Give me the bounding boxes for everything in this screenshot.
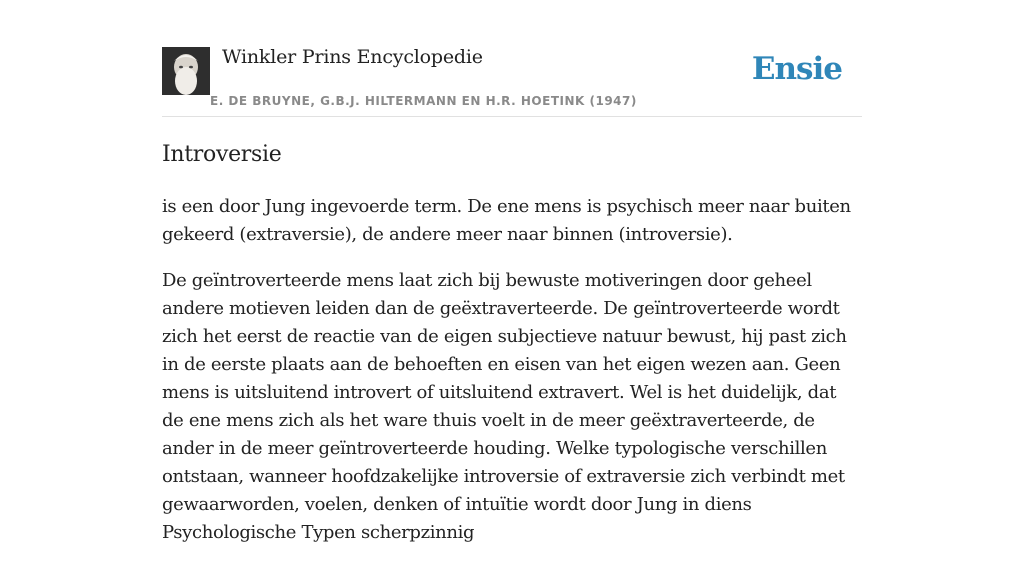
source-title[interactable]: Winkler Prins Encyclopedie [222,46,483,68]
source-header [162,44,862,117]
ensie-logo-link[interactable]: Ensie [751,51,842,87]
source-authors: E. DE BRUYNE, G.B.J. HILTERMANN EN H.R. HOETINK (1947) [210,94,637,108]
article-paragraph-2: De geïntroverteerde mens laat zich bij bewuste motiveringen door geheel andere motieven leiden dan de geëxtraverteerde. De geïntroverteerde wordt zich het eerst de reactie van de eigen subjectieve natuur bewust, hij past zich in de eerste plaats aan de behoeften en eisen van het eigen wezen aan. Geen mens is uitsluitend introvert of uitsluitend extravert. Wel is het duidelijk, dat de ene mens zich als het ware thuis voelt in de meer geëxtraverteerde, de ander in de meer geïntroverteerde houding. Welke typologische verschillen ontstaan, wanneer hoofdzakelijke introversie of extraversie zich verbindt met gewaarworden, voelen, denken of intuïtie wordt door Jung in diens Psychologische Typen scherpzinnig [162,270,847,543]
article [162,140,862,565]
article-paragraph-1: is een door Jung ingevoerde term. De ene mens is psychisch meer naar buiten gekeerd (extraversie), de andere meer naar binnen (introversie). [162,196,851,245]
portrait-icon [162,47,210,95]
author-avatar[interactable] [162,47,210,95]
article-title: Introversie [162,142,282,167]
